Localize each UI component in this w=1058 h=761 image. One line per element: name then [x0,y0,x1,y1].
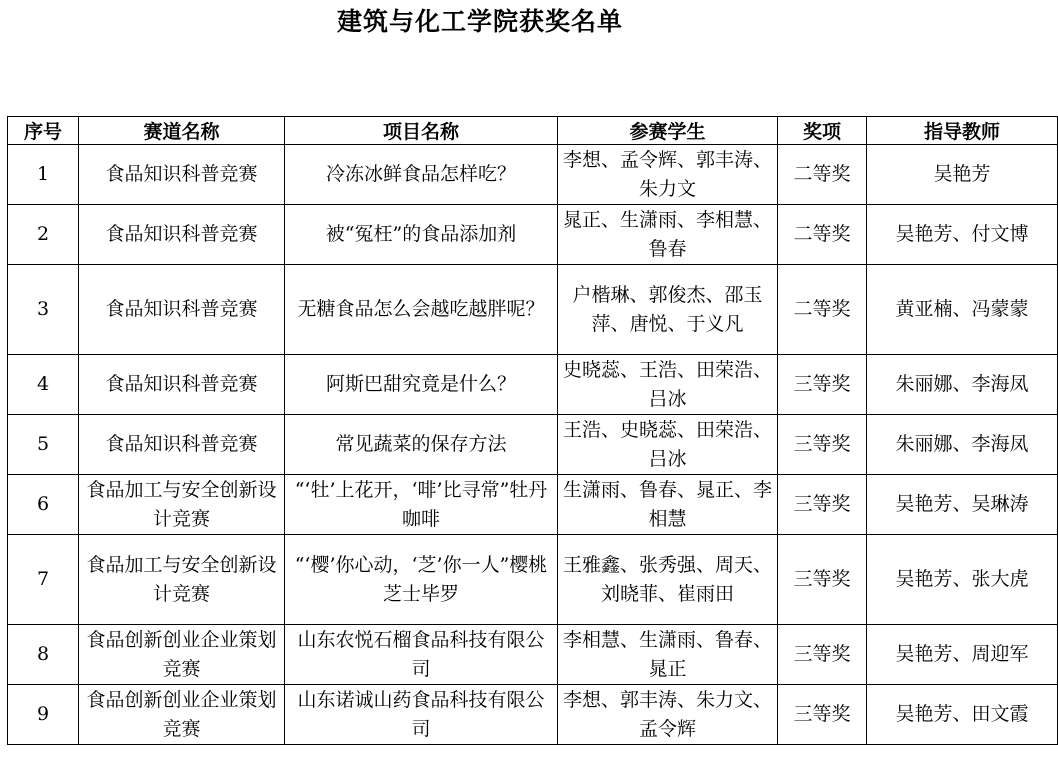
cell-award: 三等奖 [778,355,867,415]
cell-award: 二等奖 [778,145,867,205]
cell-seq: 9 [8,685,79,745]
header-advisor: 指导教师 [867,117,1058,145]
cell-advisor: 吴艳芳、吴琳涛 [867,475,1058,535]
cell-project: 冷冻冰鲜食品怎样吃？ [285,145,558,205]
table-row [8,535,1058,625]
cell-project: 常见蔬菜的保存方法 [285,415,558,475]
cell-seq: 2 [8,205,79,265]
table-row [8,625,1058,685]
cell-track: 食品知识科普竞赛 [79,355,285,415]
cell-advisor: 吴艳芳 [867,145,1058,205]
cell-award: 三等奖 [778,685,867,745]
cell-advisor: 吴艳芳、田文霞 [867,685,1058,745]
cell-students: 史晓蕊、王浩、田荣浩、吕冰 [558,355,778,415]
header-project: 项目名称 [285,117,558,145]
cell-advisor: 朱丽娜、李海凤 [867,355,1058,415]
cell-students: 王浩、史晓蕊、田荣浩、吕冰 [558,415,778,475]
table-row [8,415,1058,475]
cell-award: 二等奖 [778,205,867,265]
awards-table [7,116,1058,745]
table-row [8,265,1058,355]
cell-seq: 3 [8,265,79,355]
cell-award: 二等奖 [778,265,867,355]
document-title: 建筑与化工学院获奖名单 [336,7,623,36]
table-row [8,205,1058,265]
cell-project: “‘樱’你心动，‘芝’你一人”樱桃芝士毕罗 [285,535,558,625]
table-header-row [8,117,1058,145]
cell-students: 晁正、生潇雨、李相慧、鲁春 [558,205,778,265]
header-students: 参赛学生 [558,117,778,145]
cell-track: 食品知识科普竞赛 [79,205,285,265]
cell-seq: 6 [8,475,79,535]
cell-advisor: 吴艳芳、周迎军 [867,625,1058,685]
cell-students: 生潇雨、鲁春、晁正、李相慧 [558,475,778,535]
cell-project: 被“冤枉”的食品添加剂 [285,205,558,265]
cell-students: 李相慧、生潇雨、鲁春、晁正 [558,625,778,685]
cell-project: 无糖食品怎么会越吃越胖呢？ [285,265,558,355]
cell-advisor: 朱丽娜、李海凤 [867,415,1058,475]
cell-seq: 8 [8,625,79,685]
cell-award: 三等奖 [778,625,867,685]
cell-track: 食品创新创业企业策划竞赛 [79,625,285,685]
table-row [8,475,1058,535]
table-row [8,145,1058,205]
header-award: 奖项 [778,117,867,145]
cell-track: 食品知识科普竞赛 [79,145,285,205]
header-track: 赛道名称 [79,117,285,145]
cell-students: 户楷琳、郭俊杰、邵玉萍、唐悦、于义凡 [558,265,778,355]
cell-seq: 5 [8,415,79,475]
header-seq: 序号 [8,117,79,145]
cell-seq: 4 [8,355,79,415]
cell-track: 食品加工与安全创新设计竞赛 [79,475,285,535]
cell-project: “‘牡’上花开，‘啡’比寻常”牡丹咖啡 [285,475,558,535]
cell-award: 三等奖 [778,535,867,625]
cell-seq: 7 [8,535,79,625]
cell-project: 阿斯巴甜究竟是什么？ [285,355,558,415]
cell-project: 山东诺诚山药食品科技有限公司 [285,685,558,745]
table-row [8,355,1058,415]
cell-award: 三等奖 [778,415,867,475]
cell-students: 李想、郭丰涛、朱力文、孟令辉 [558,685,778,745]
cell-advisor: 吴艳芳、张大虎 [867,535,1058,625]
table-row [8,685,1058,745]
cell-track: 食品知识科普竞赛 [79,415,285,475]
cell-track: 食品知识科普竞赛 [79,265,285,355]
cell-track: 食品创新创业企业策划竞赛 [79,685,285,745]
cell-project: 山东农悦石榴食品科技有限公司 [285,625,558,685]
cell-track: 食品加工与安全创新设计竞赛 [79,535,285,625]
cell-students: 李想、孟令辉、郭丰涛、朱力文 [558,145,778,205]
cell-advisor: 吴艳芳、付文博 [867,205,1058,265]
cell-award: 三等奖 [778,475,867,535]
cell-advisor: 黄亚楠、冯蒙蒙 [867,265,1058,355]
cell-students: 王雅鑫、张秀强、周天、刘晓菲、崔雨田 [558,535,778,625]
cell-seq: 1 [8,145,79,205]
